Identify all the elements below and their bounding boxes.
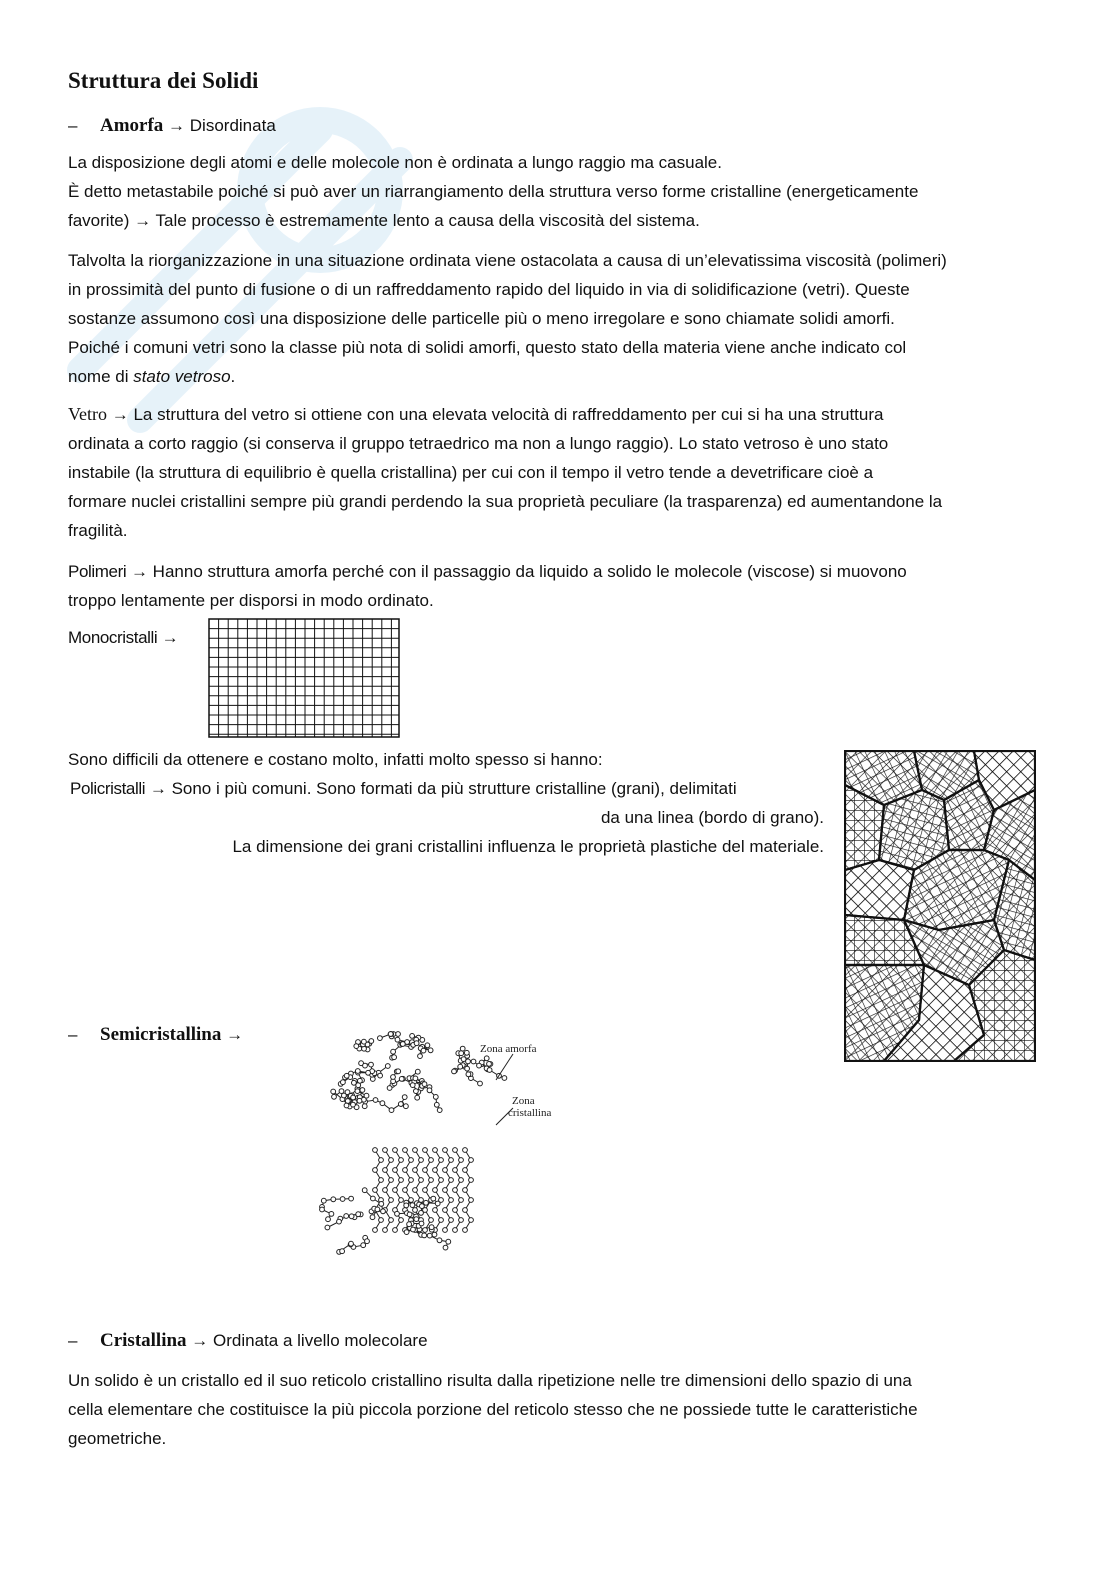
semicrystalline-polymer-figure xyxy=(318,1030,568,1280)
arrow-icon: → xyxy=(111,405,129,424)
paragraph-vetro: Vetro → La struttura del vetro si ottiene con una elevata velocità di raffreddamento per cui si ha una struttura ordinata a corto raggio (si conserva il gruppo tetraedrico ma non a lungo raggio). Lo stato vetroso è uno stato instabile (la struttura di equilibrio è quella cristallina) per cui con il tempo il vetro tende a devetrificare cioè a formare nuclei cristallini sempre più grandi perdendo la sua proprietà peculiare (la trasparenza) ed aumentandone la fragilità. xyxy=(68,404,943,540)
cristallina-keyword: Cristallina xyxy=(100,1330,187,1351)
arrow-icon: → xyxy=(149,779,167,798)
page-title: Struttura dei Solidi xyxy=(68,68,259,93)
bullet-semicristallina xyxy=(68,1024,243,1046)
zona-cristallina-label-1: Zona xyxy=(512,1095,535,1107)
arrow-icon: → xyxy=(161,628,179,647)
cristallina-description: Ordinata a livello molecolare xyxy=(213,1331,428,1350)
amorfa-description: Disordinata xyxy=(189,116,276,135)
bullet-dash: – xyxy=(68,116,78,135)
paragraph-cristallina: Un solido è un cristallo ed il suo reticolo cristallino risulta dalla ripetizione nelle tre dimensioni dello spazio di una cella elementare che costituisce la più piccola porzione del reticolo stesso che ne possiede tutte le caratteristiche geometriche. xyxy=(68,1371,918,1448)
arrow-icon: → xyxy=(130,562,148,581)
bullet-dash: – xyxy=(68,1025,78,1044)
paragraph-amorfi: Talvolta la riorganizzazione in una situazione ordinata viene ostacolata a causa di un’elevatissima viscosità (polimeri) in prossimità del punto di fusione o di un raffreddamento rapido del liquido in via di solidificazione (vetri). Queste sostanze assumono così una disposizione delle particelle più o meno irregolare e sono chiamate solidi amorfi. Poiché i comuni vetri sono la classe più nota di solidi amorfi, questo stato della materia viene anche indicato col nome di stato vetroso. xyxy=(68,251,947,386)
polycrystal-grains-figure xyxy=(844,750,1036,1062)
arrow-icon: → xyxy=(168,116,186,135)
amorfa-keyword: Amorfa xyxy=(100,115,164,136)
vetro-term: Vetro xyxy=(68,404,107,424)
bullet-cristallina xyxy=(68,1330,428,1352)
monocristalli-label: Monocristalli → xyxy=(68,628,179,647)
bullet-dash: – xyxy=(68,1331,78,1350)
arrow-icon: → xyxy=(226,1025,244,1044)
monocrystal-grid-figure xyxy=(208,618,400,738)
paragraph-policristalli: Sono difficili da ottenere e costano molto, infatti molto spesso si hanno: Policristalli → Sono i più comuni. Sono formati da più strutture cristalline (grani), delimitati da una linea (bordo di grano). La dimensione dei grani cristallini influenza le proprietà plastiche del materiale. xyxy=(68,750,824,856)
bullet-amorfa xyxy=(68,115,276,137)
polimeri-term: Polimeri xyxy=(68,562,127,581)
stato-vetroso-term: stato vetroso xyxy=(133,367,231,386)
zona-amorfa-label: Zona amorfa xyxy=(480,1043,537,1055)
paragraph-amorfa-definition: La disposizione degli atomi e delle molecole non è ordinata a lungo raggio ma casuale. È detto metastabile poiché si può aver un riarrangiamento della struttura verso forme cristalline (energeticamente favorite) → Tale processo è estremamente lento a causa della viscosità del sistema. xyxy=(68,153,919,230)
paragraph-polimeri: Polimeri → Hanno struttura amorfa perché con il passaggio da liquido a solido le molecole (viscose) si muovono troppo lentamente per disporsi in modo ordinato. xyxy=(68,562,907,610)
zona-cristallina-label-2: cristallina xyxy=(508,1107,552,1119)
semicristallina-keyword: Semicristallina xyxy=(100,1024,222,1045)
arrow-icon: → xyxy=(191,1331,209,1350)
policristalli-term: Policristalli xyxy=(70,779,146,798)
